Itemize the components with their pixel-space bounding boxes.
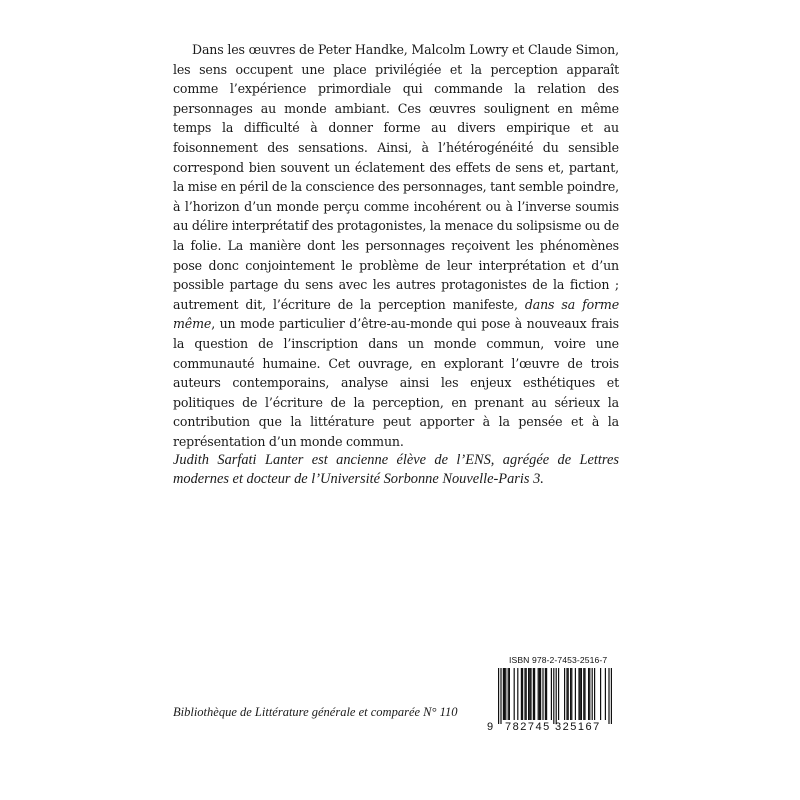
barcode-bar — [588, 668, 589, 720]
barcode-bar — [556, 668, 557, 724]
barcode-bar — [530, 668, 531, 720]
barcode-bar — [526, 668, 527, 720]
barcode-bar — [540, 668, 541, 720]
barcode-bar — [509, 668, 510, 720]
barcode-bar — [503, 668, 504, 720]
barcode-bar — [534, 668, 535, 720]
author-bio: Judith Sarfati Lanter est ancienne élève de l’ENS, agrégée de Lettres modernes et docteur de l’Université Sorbonne Nouvelle-Paris 3. — [173, 452, 619, 487]
barcode-bar — [542, 668, 543, 720]
barcode-bar — [592, 668, 593, 720]
barcode-bar — [546, 668, 547, 720]
series-title: Bibliothèque de Littérature générale et comparée N° 110 — [173, 705, 458, 719]
barcode-bar — [553, 668, 554, 724]
isbn-barcode — [485, 655, 617, 737]
barcode-bar — [568, 668, 569, 720]
barcode-bar — [608, 668, 609, 724]
barcode-digits — [485, 721, 617, 735]
barcode-bar — [524, 668, 525, 720]
barcode-bar — [529, 668, 530, 720]
barcode-bars — [485, 668, 617, 724]
barcode-bar — [533, 668, 534, 720]
barcode-bar — [498, 668, 499, 724]
barcode-bar — [500, 668, 501, 724]
barcode-bar — [589, 668, 590, 720]
barcode-bar — [583, 668, 584, 720]
barcode-bar — [551, 668, 552, 720]
barcode-bar — [594, 668, 595, 720]
barcode-bar — [508, 668, 509, 720]
barcode-bar — [580, 668, 581, 720]
barcode-bar — [538, 668, 539, 720]
isbn-label: ISBN 978-2-7453-2516-7 — [509, 655, 608, 665]
barcode-group-left: 782745 — [505, 721, 551, 733]
barcode-group-right: 325167 — [555, 721, 601, 733]
barcode-bar — [504, 668, 505, 720]
summary-emphasis: dans sa forme même — [173, 296, 619, 332]
barcode-bar — [545, 668, 546, 720]
barcode-bar — [575, 668, 576, 720]
barcode-bar — [605, 668, 606, 720]
barcode-bar — [571, 668, 572, 720]
barcode-bar — [611, 668, 612, 724]
barcode-bar — [566, 668, 567, 720]
barcode-bar — [578, 668, 579, 720]
barcode-bar — [522, 668, 523, 720]
summary-text-part1: Dans les œuvres de Peter Handke, Malcolm Lowry et Claude Simon, les sens occupent une place privilégiée et la perception apparaît comme l’expérience primordiale qui commande la relation des personnages au monde ambiant. Ces œuvres soulignent en même temps la difficulté à donner forme au divers empirique et au foisonnement des sensations. Ainsi, à l’hétérogénéité du sensible correspond bien souvent un éclatement des effets de sens et, partant, la mise en péril de la conscience des personnages, tant semble poindre, à l’horizon d’un monde perçu comme incohérent ou à l’inverse soumis au délire interprétatif des protagonistes, la menace du solipsisme ou de la folie. La manière dont les personnages reçoivent les phénomènes pose donc conjointement le problème de leur interprétation et d’un possible partage du sens avec les autres protagonistes de la fiction ; autrement dit, l’écriture de la perception manifeste, — [173, 42, 619, 312]
barcode-bar — [581, 668, 582, 720]
back-cover-summary — [173, 40, 619, 451]
barcode-bar — [570, 668, 571, 720]
barcode-bar — [564, 668, 565, 720]
barcode-bar — [584, 668, 585, 720]
summary-text-part2: , un mode particulier d’être-au-monde qui pose à nouveaux frais la question de l’inscription dans un monde commun, voire une communauté humaine. Cet ouvrage, en explorant l’œuvre de trois auteurs contemporains, analyse ainsi les enjeux esthétiques et politiques de l’écriture de la perception, en prenant au sérieux la contribution que la littérature peut apporter à la pensée et à la représentation d’un monde commun. — [173, 316, 619, 449]
barcode-bar — [558, 668, 559, 720]
barcode-bar — [514, 668, 515, 720]
barcode-bar — [539, 668, 540, 720]
barcode-first-digit: 9 — [487, 721, 494, 733]
barcode-bar — [517, 668, 518, 720]
barcode-bar — [521, 668, 522, 720]
barcode-bar — [505, 668, 506, 720]
barcode-bar — [528, 668, 529, 720]
barcode-bar — [600, 668, 601, 720]
